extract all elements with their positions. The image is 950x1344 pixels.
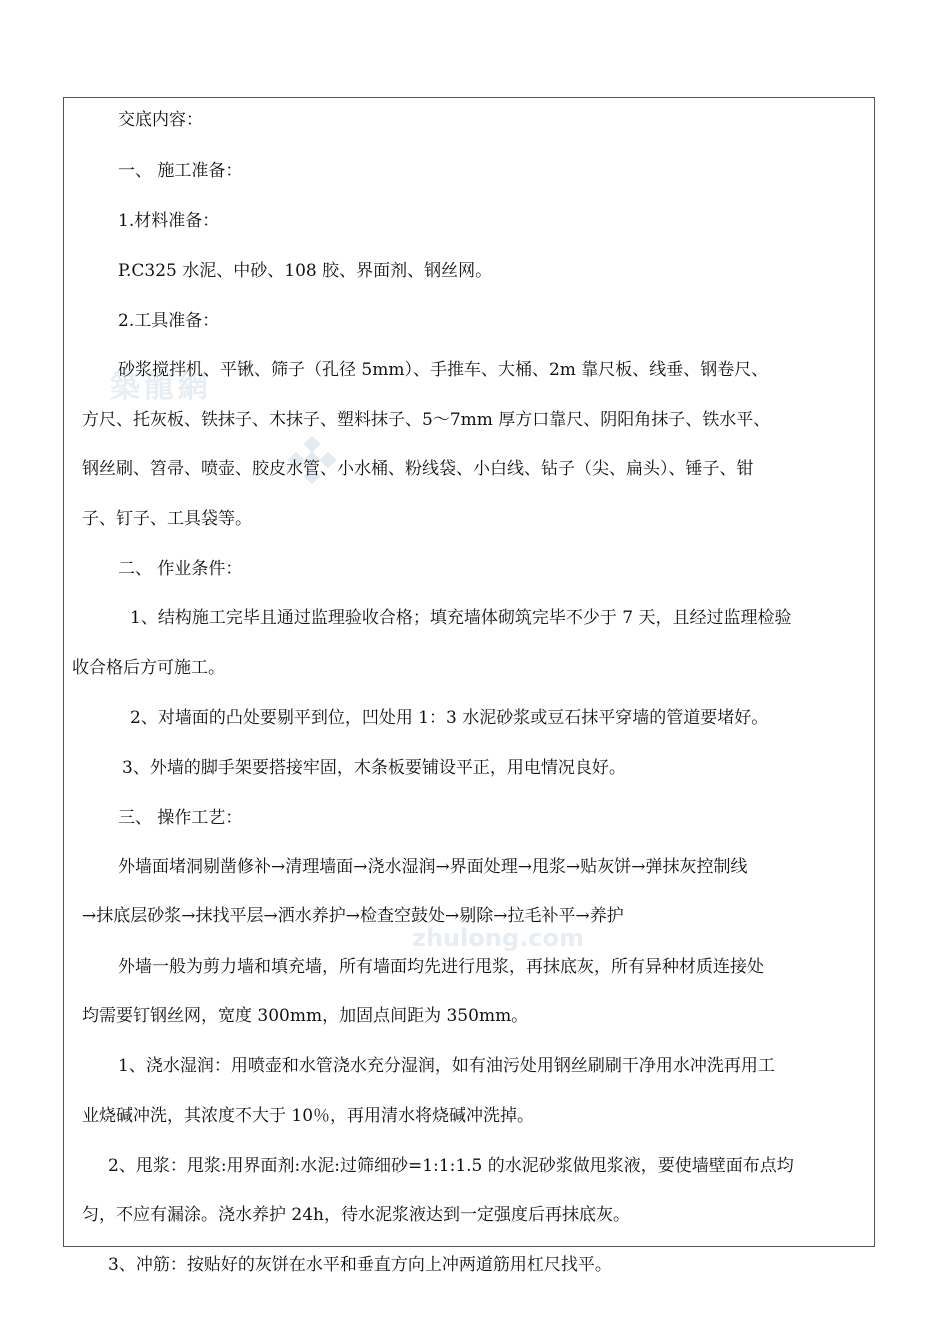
body-line: 3、冲筋：按贴好的灰饼在水平和垂直方向上冲两道筋用杠尺找平。 <box>108 1255 612 1275</box>
watermark-url: zhulong.com <box>412 924 584 952</box>
body-line: 均需要钉钢丝网，宽度 300mm，加固点间距为 350mm。 <box>82 1006 529 1026</box>
body-line: 方尺、托灰板、铁抹子、木抹子、塑料抹子、5～7mm 厚方口靠尺、阴阳角抹子、铁水平、 <box>82 410 771 430</box>
body-line: 业烧碱冲洗，其浓度不大于 10％，再用清水将烧碱冲洗掉。 <box>82 1106 535 1126</box>
section-heading: 三、 操作工艺： <box>118 808 243 828</box>
subsection-heading: 2.工具准备： <box>118 311 220 331</box>
body-line: P.C325 水泥、中砂、108 胶、界面剂、钢丝网。 <box>118 261 493 281</box>
watermark-text: 築龍網 <box>110 370 212 405</box>
body-line: 外墙面堵洞剔凿修补→清理墙面→浇水湿润→界面处理→甩浆→贴灰饼→弹抹灰控制线 <box>118 857 748 877</box>
body-line: 钢丝刷、笤帚、喷壶、胶皮水管、小水桶、粉线袋、小白线、钻子（尖、扁头）、锤子、钳 <box>82 459 754 479</box>
body-line: →抹底层砂浆→抹找平层→洒水养护→检查空鼓处→剔除→拉毛补平→养护 <box>82 906 624 926</box>
body-line: 砂浆搅拌机、平锹、筛子（孔径 5mm）、手推车、大桶、2m 靠尺板、线垂、钢卷尺、 <box>118 360 769 380</box>
body-line: 3、外墙的脚手架要搭接牢固，木条板要铺设平正，用电情况良好。 <box>122 758 626 778</box>
body-line: 2、对墙面的凸处要剔平到位，凹处用 1：3 水泥砂浆或豆石抹平穿墙的管道要堵好。 <box>130 708 769 728</box>
body-line: 收合格后方可施工。 <box>72 658 225 678</box>
body-line: 匀，不应有漏涂。浇水养护 24h，待水泥浆液达到一定强度后再抹底灰。 <box>82 1205 630 1225</box>
section-heading: 二、 作业条件： <box>118 559 243 579</box>
body-line: 子、钉子、工具袋等。 <box>82 509 252 529</box>
section-heading: 一、 施工准备： <box>118 161 243 181</box>
body-line: 1、浇水湿润：用喷壶和水管浇水充分湿润，如有油污处用钢丝刷刷干净用水冲洗再用工 <box>118 1056 775 1076</box>
subsection-heading: 1.材料准备： <box>118 211 220 231</box>
body-line: 交底内容： <box>118 110 203 130</box>
body-line: 2、甩浆：甩浆:用界面剂:水泥:过筛细砂=1:1:1.5 的水泥砂浆做甩浆液，要使墙壁面布点均 <box>108 1156 794 1176</box>
body-line: 外墙一般为剪力墙和填充墙，所有墙面均先进行甩浆，再抹底灰，所有异种材质连接处 <box>118 957 764 977</box>
body-line: 1、结构施工完毕且通过监理验收合格；填充墙体砌筑完毕不少于 7 天，且经过监理检验 <box>130 608 792 628</box>
